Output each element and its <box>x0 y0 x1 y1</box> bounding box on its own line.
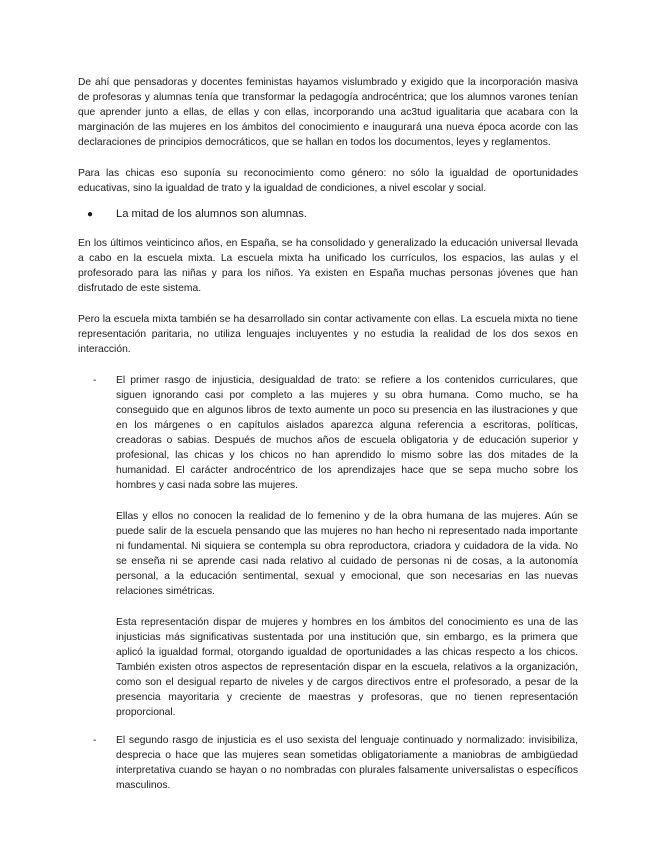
body-paragraph: En los últimos veinticinco años, en España, se ha consolidado y generalizado la educación universal llevada a cabo en la escuela mixta. La escuela mixta ha unificado los currículos, los espacios, las aulas y el profesorado para las niñas y para los niños. Ya existen en España muchas personas jóvenes que han disfrutado de este sistema. <box>78 238 578 294</box>
dash-marker: - <box>93 375 97 386</box>
list-item <box>78 733 578 793</box>
list-paragraph: Esta representación dispar de mujeres y hombres en los ámbitos del conocimiento es una de las injusticias más significativas sustentada por una institución que, sin embargo, es la primera que aplicó la igualdad formal, otorgando igualdad de oportunidades a las chicas respecto a los chicos. También existen otros aspectos de representación dispar en la escuela, relativos a la organización, como son el desigual reparto de niveles y de cargos directivos entre el profesorado, a pesar de la presencia mayoritaria y creciente de maestras y profesoras, que no tienen representación proporcional. <box>116 617 578 718</box>
body-paragraph: Para las chicas eso suponía su reconocimiento como género: no sólo la igualdad de oportunidades educativas, sino la igualdad de trato y la igualdad de condiciones, a nivel escolar y social. <box>78 168 578 194</box>
document-body <box>78 75 578 793</box>
bullet-text: La mitad de los alumnos son alumnas. <box>116 208 307 220</box>
body-paragraph: De ahí que pensadoras y docentes feministas hayamos vislumbrado y exigido que la incorporación masiva de profesoras y alumnas tenía que transformar la pedagogía androcéntrica; que los alumnos varones tenían que aprender junto a ellas, de ellas y con ellas, incorporando una ac3tud igualitaria que acabara con la marginación de las mujeres en los ámbitos del conocimiento e inaugurará una nueva época acorde con las declaraciones de principios democráticos, que se hallan en todos los documentos, leyes y reglamentos. <box>78 77 578 148</box>
list-paragraph: El segundo rasgo de injusticia es el uso sexista del lenguaje continuado y normalizado: invisibiliza, desprecia o hace que las mujeres sean sometidas obligatoriamente a maniobras de ambigüedad interpretativa cuando se hayan o no nombradas con plurales falsamente universalistas o específicos masculinos. <box>116 735 578 791</box>
dash-marker: - <box>93 735 97 746</box>
body-paragraph: Pero la escuela mixta también se ha desarrollado sin contar activamente con ellas. La escuela mixta no tiene representación paritaria, no utiliza lenguajes incluyentes y no estudia la realidad de los dos sexos en interacción. <box>78 314 578 355</box>
list-item <box>78 373 578 720</box>
bullet-marker: ● <box>87 209 94 220</box>
list-paragraph: Ellas y ellos no conocen la realidad de lo femenino y de la obra humana de las mujeres. Aún se puede salir de la escuela pensando que las mujeres no han hecho ni representado nada importante ni fundamental. Ni siquiera se contempla su obra reproductora, criadora y cuidadora de la vida. No se enseña ni se aprende casi nada relativo al cuidado de personas ni de cosas, a la autonomía personal, a la educación sentimental, sexual y emocional, que son necesarias en las nuevas relaciones simétricas. <box>116 511 578 597</box>
list-paragraph: El primer rasgo de injusticia, desigualdad de trato: se refiere a los contenidos curriculares, que siguen ignorando casi por completo a las mujeres y su obra humana. Como mucho, se ha conseguido que en algunos libros de texto aumente un poco su presencia en las ilustraciones y que en los márgenes o en capítulos aislados aparezca alguna referencia a escritoras, políticas, creadoras o sabias. Después de muchos años de escuela obligatoria y de educación superior y profesional, las chicas y los chicos no han aprendido lo mismo sobre las dos mitades de la humanidad. El carácter androcéntrico de los aprendizajes hace que se sepa mucho sobre los hombres y casi nada sobre las mujeres. <box>116 375 578 491</box>
bullet-item <box>78 207 578 222</box>
